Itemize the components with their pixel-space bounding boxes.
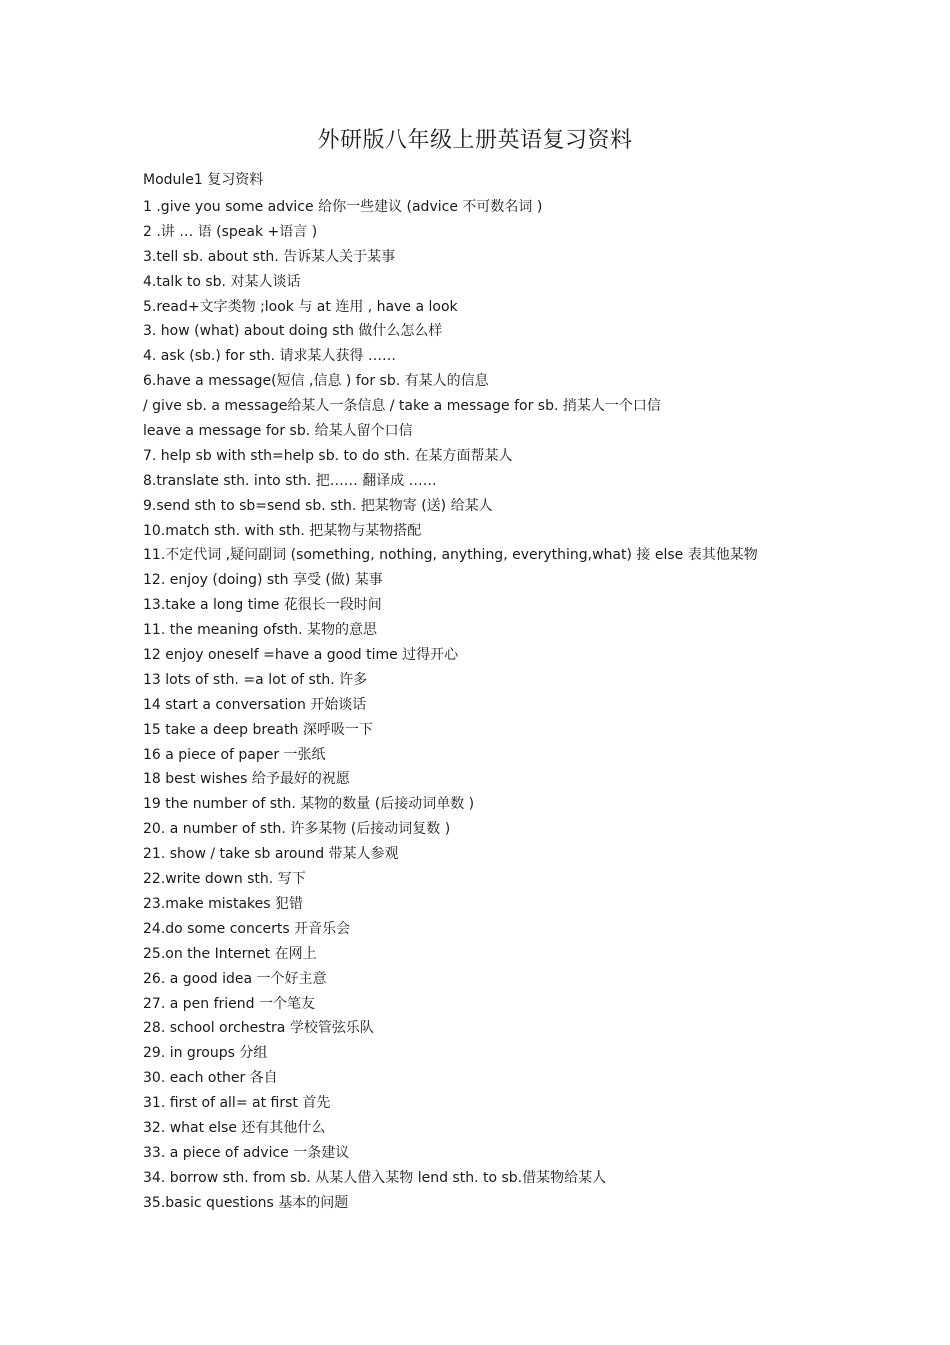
list-item: 4. ask (sb.) for sth. 请求某人获得 …… [143,348,396,365]
list-item: 26. a good idea 一个好主意 [143,970,327,987]
list-item: 3.tell sb. about sth. 告诉某人关于某事 [143,248,396,265]
list-item: 4.talk to sb. 对某人谈话 [143,273,301,290]
list-item: 5.read+文字类物 ;look 与 at 连用 , have a look [143,298,458,315]
list-item: 24.do some concerts 开音乐会 [143,920,351,937]
list-item: 9.send sth to sb=send sb. sth. 把某物寄 (送) 给某人 [143,497,493,514]
list-item: 22.write down sth. 写下 [143,871,306,888]
list-item: 31. first of all= at first 首先 [143,1095,331,1112]
list-item: 3. how (what) about doing sth 做什么怎么样 [143,323,443,340]
list-item: 30. each other 各自 [143,1070,278,1087]
list-item: 21. show / take sb around 带某人参观 [143,846,399,863]
list-item: 18 best wishes 给予最好的祝愿 [143,771,350,788]
list-item: 7. help sb with sth=help sb. to do sth. 在某方面帮某人 [143,447,513,464]
list-item: 33. a piece of advice 一条建议 [143,1144,350,1161]
list-item: / give sb. a message给某人一条信息 / take a message for sb. 捎某人一个口信 [143,398,661,415]
list-item: 13.take a long time 花很长一段时间 [143,597,382,614]
list-item: 23.make mistakes 犯错 [143,895,304,912]
list-item: 27. a pen friend 一个笔友 [143,995,315,1012]
list-item: 6.have a message(短信 ,信息 ) for sb. 有某人的信息 [143,373,489,390]
list-item: 28. school orchestra 学校管弦乐队 [143,1020,374,1037]
vocabulary-list [143,196,923,1217]
list-item: 20. a number of sth. 许多某物 (后接动词复数 ) [143,821,451,838]
list-item: 11.不定代词 ,疑问副词 (something, nothing, anything, everything,what) 接 else 表其他某物 [143,547,758,564]
list-item: 32. what else 还有其他什么 [143,1119,326,1136]
list-item: 12 enjoy oneself =have a good time 过得开心 [143,647,459,664]
list-item: 19 the number of sth. 某物的数量 (后接动词单数 ) [143,796,475,813]
list-item: 35.basic questions 基本的问题 [143,1194,349,1211]
list-item: leave a message for sb. 给某人留个口信 [143,423,413,440]
list-item: 34. borrow sth. from sb. 从某人借入某物 lend sth. to sb.借某物给某人 [143,1169,607,1186]
document-title: 外研版八年级上册英语复习资料 [317,128,633,153]
list-item: 12. enjoy (doing) sth 享受 (做) 某事 [143,572,383,589]
list-item: 14 start a conversation 开始谈话 [143,696,367,713]
list-item: 8.translate sth. into sth. 把…… 翻译成 …… [143,472,437,489]
list-item: 1 .give you some advice 给你一些建议 (advice 不可数名词 ) [143,199,543,215]
module-heading: Module1 复习资料 [143,172,264,188]
list-item: 15 take a deep breath 深呼吸一下 [143,721,373,738]
list-item: 29. in groups 分组 [143,1045,268,1062]
list-item: 2 .讲 … 语 (speak +语言 ) [143,223,318,240]
list-item: 11. the meaning ofsth. 某物的意思 [143,622,377,639]
list-item: 25.on the Internet 在网上 [143,945,317,962]
list-item: 10.match sth. with sth. 把某物与某物搭配 [143,522,422,539]
list-item: 16 a piece of paper 一张纸 [143,746,326,763]
list-item: 13 lots of sth. =a lot of sth. 许多 [143,671,368,688]
